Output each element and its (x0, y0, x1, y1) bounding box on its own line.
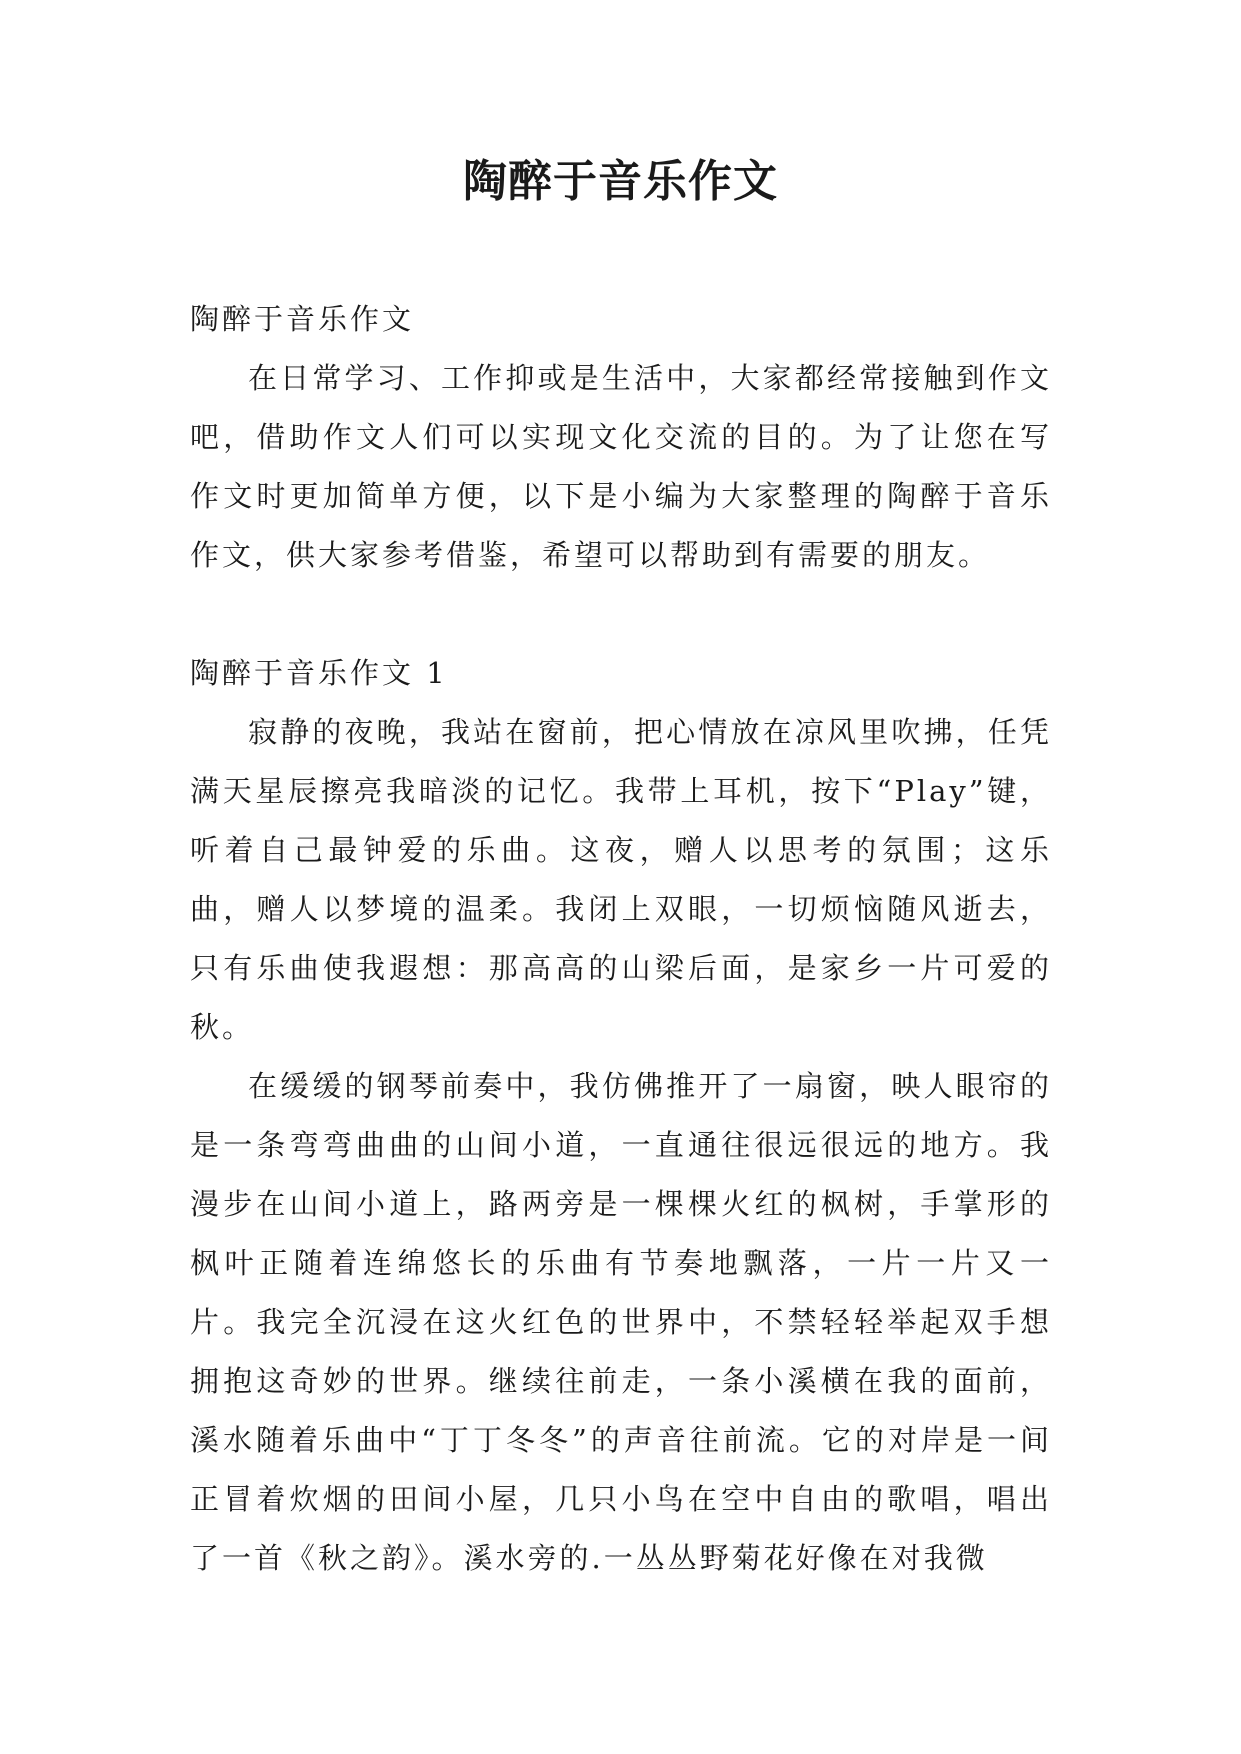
section-spacer (190, 585, 1052, 644)
section-heading: 陶醉于音乐作文 1 (190, 656, 448, 690)
document-title: 陶醉于音乐作文 (463, 156, 778, 207)
document-body (190, 290, 1052, 1588)
intro-heading: 陶醉于音乐作文 (190, 302, 415, 336)
body-paragraph: 寂静的夜晚，我站在窗前，把心情放在凉风里吹拂，任凭满天星辰擦亮我暗淡的记忆。我带上耳机，按下“Play”键，听着自己最钟爱的乐曲。这夜，赠人以思考的氛围；这乐曲，赠人以梦境的温柔。我闭上双眼，一切烦恼随风逝去，只有乐曲使我遐想：那高高的山梁后面，是家乡一片可爱的秋。 (190, 715, 1052, 1044)
body-paragraph: 在缓缓的钢琴前奏中，我仿佛推开了一扇窗，映人眼帘的是一条弯弯曲曲的山间小道，一直通往很远很远的地方。我漫步在山间小道上，路两旁是一棵棵火红的枫树，手掌形的枫叶正随着连绵悠长的乐曲有节奏地飘落，一片一片又一片。我完全沉浸在这火红色的世界中，不禁轻轻举起双手想拥抱这奇妙的世界。继续往前走，一条小溪横在我的面前，溪水随着乐曲中“丁丁冬冬”的声音往前流。它的对岸是一间正冒着炊烟的田间小屋，几只小鸟在空中自由的歌唱，唱出了一首《秋之韵》。溪水旁的.一丛丛野菊花好像在对我微 (190, 1069, 1052, 1575)
intro-paragraph: 在日常学习、工作抑或是生活中，大家都经常接触到作文吧，借助作文人们可以实现文化交流的目的。为了让您在写作文时更加简单方便，以下是小编为大家整理的陶醉于音乐作文，供大家参考借鉴，希望可以帮助到有需要的朋友。 (190, 361, 1052, 572)
